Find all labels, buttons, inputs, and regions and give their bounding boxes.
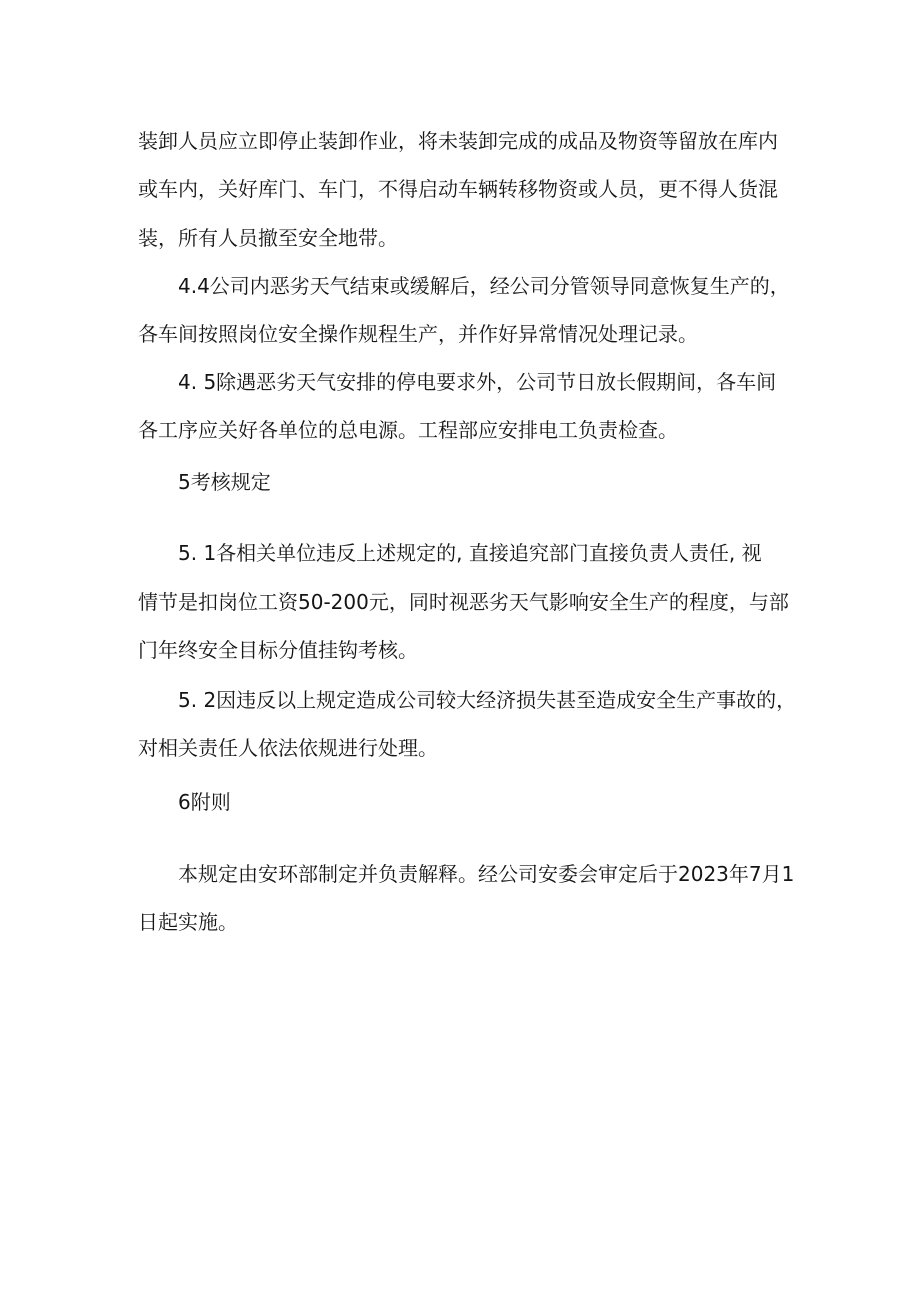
text-line: 5. 1各相关单位违反上述规定的, 直接追究部门直接负责人责任, 视 bbox=[178, 541, 762, 565]
text-line: 4.4公司内恶劣天气结束或缓解后，经公司分管领导同意恢复生产的， bbox=[178, 274, 790, 298]
text-line: 门年终安全目标分值挂钩考核。 bbox=[138, 638, 418, 662]
section-heading: 5考核规定 bbox=[178, 470, 271, 494]
section-heading: 6附则 bbox=[178, 790, 231, 814]
text-line: 日起实施。 bbox=[138, 910, 238, 934]
text-line: 情节是扣岗位工资50-200元，同时视恶劣天气影响安全生产的程度，与部 bbox=[138, 590, 789, 614]
text-line: 本规定由安环部制定并负责解释。经公司安委会审定后于2023年7月1 bbox=[178, 862, 795, 886]
text-line: 对相关责任人依法依规进行处理。 bbox=[138, 736, 438, 760]
text-line: 各工序应关好各单位的总电源。工程部应安排电工负责检查。 bbox=[138, 418, 678, 442]
text-line: 5. 2因违反以上规定造成公司较大经济损失甚至造成安全生产事故的， bbox=[178, 688, 797, 712]
text-line: 装，所有人员撤至安全地带。 bbox=[138, 226, 398, 250]
text-line: 装卸人员应立即停止装卸作业，将未装卸完成的成品及物资等留放在库内 bbox=[138, 129, 778, 153]
text-line: 4. 5除遇恶劣天气安排的停电要求外，公司节日放长假期间，各车间 bbox=[178, 370, 777, 394]
text-line: 各车间按照岗位安全操作规程生产，并作好异常情况处理记录。 bbox=[138, 322, 698, 346]
text-line: 或车内，关好库门、车门，不得启动车辆转移物资或人员，更不得人货混 bbox=[138, 177, 778, 201]
